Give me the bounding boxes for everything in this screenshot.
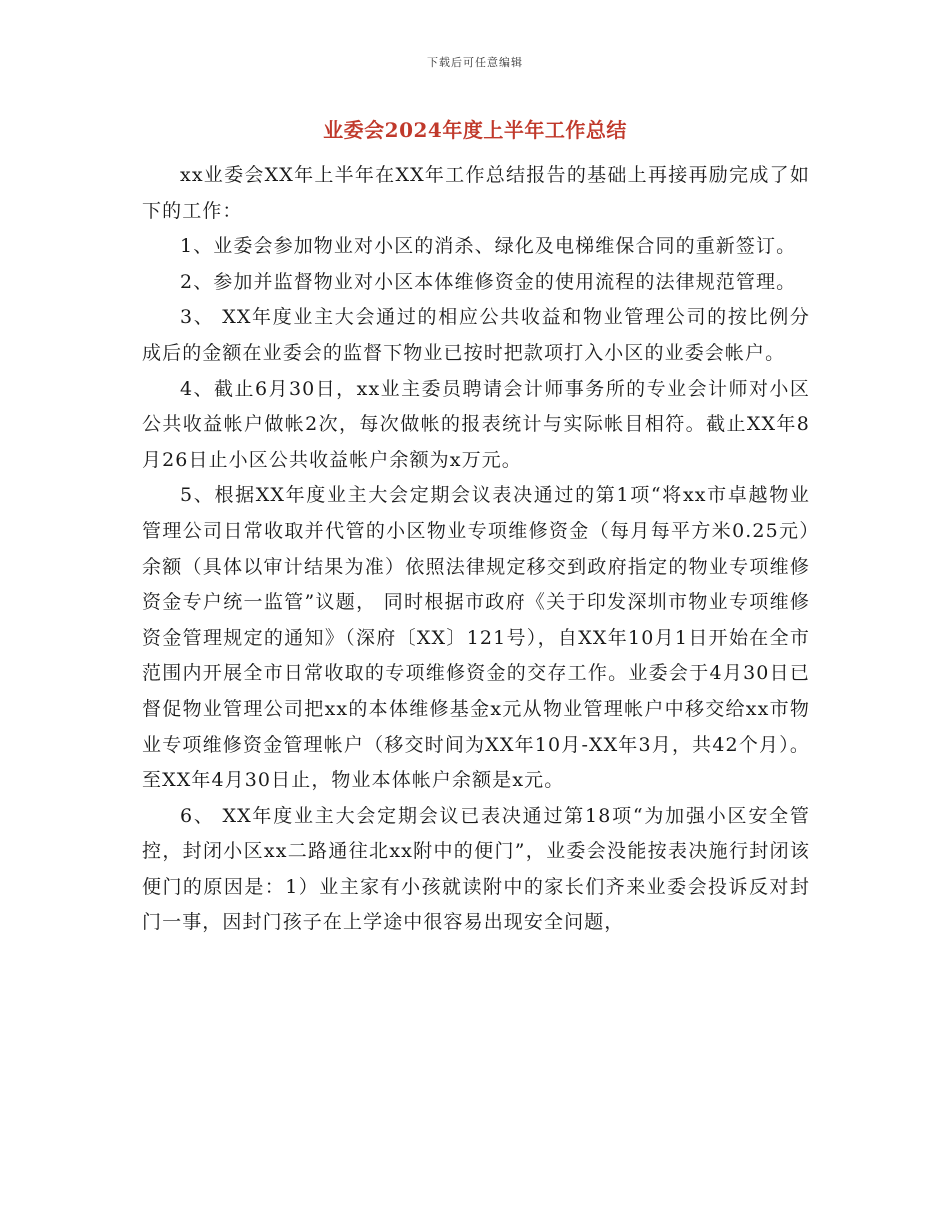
document-body [142,158,810,941]
paragraph-item-2: 2、参加并监督物业对小区本体维修资金的使用流程的法律规范管理。 [180,270,797,293]
paragraph-item-6: 6、 XX年度业主大会定期会议已表决通过第18项“为加强小区安全管控，封闭小区xx二路通往北xx附中的便门”，业委会没能按表决施行封闭该便门的原因是：1）业主家有小孩就读附中的家长们齐来业委会投诉反对封门一事，因封门孩子在上学途中很容易出现安全问题， [142,804,810,934]
document-title: 业委会2024年度上半年工作总结 [323,118,627,142]
paragraph-item-4: 4、截止6月30日，xx业主委员聘请会计师事务所的专业会计师对小区公共收益帐户做帐2次，每次做帐的报表统计与实际帐目相符。截止XX年8月26日止小区公共收益帐户余额为x万元。 [142,377,810,471]
paragraph-intro: xx业委会XX年上半年在XX年工作总结报告的基础上再接再励完成了如下的工作： [142,164,810,222]
paragraph-item-3: 3、 XX年度业主大会通过的相应公共收益和物业管理公司的按比例分成后的金额在业委会的监督下物业已按时把款项打入小区的业委会帐户。 [142,306,810,364]
paragraph-item-1: 1、业委会参加物业对小区的消杀、绿化及电梯维保合同的重新签订。 [180,235,797,258]
paragraph-item-5: 5、根据XX年度业主大会定期会议表决通过的第1项“将xx市卓越物业管理公司日常收取并代管的小区物业专项维修资金（每月每平方米0.25元）余额（具体以审计结果为准）依照法律规定移交到政府指定的物业专项维修资金专户统一监管”议题， 同时根据市政府《关于印发深圳市物业专项维修资金管理规定的通知》（深府〔XX〕121号），自XX年10月1日开始在全市范围内开展全市日常收取的专项维修资金的交存工作。业委会于4月30日已督促物业管理公司把xx的本体维修基金x元从物业管理帐户中移交给xx市物业专项维修资金管理帐户（移交时间为XX年10月-XX年3月，共42个月）。至XX年4月30日止，物业本体帐户余额是x元。 [142,484,810,792]
header-note: 下载后可任意编辑 [427,56,523,69]
